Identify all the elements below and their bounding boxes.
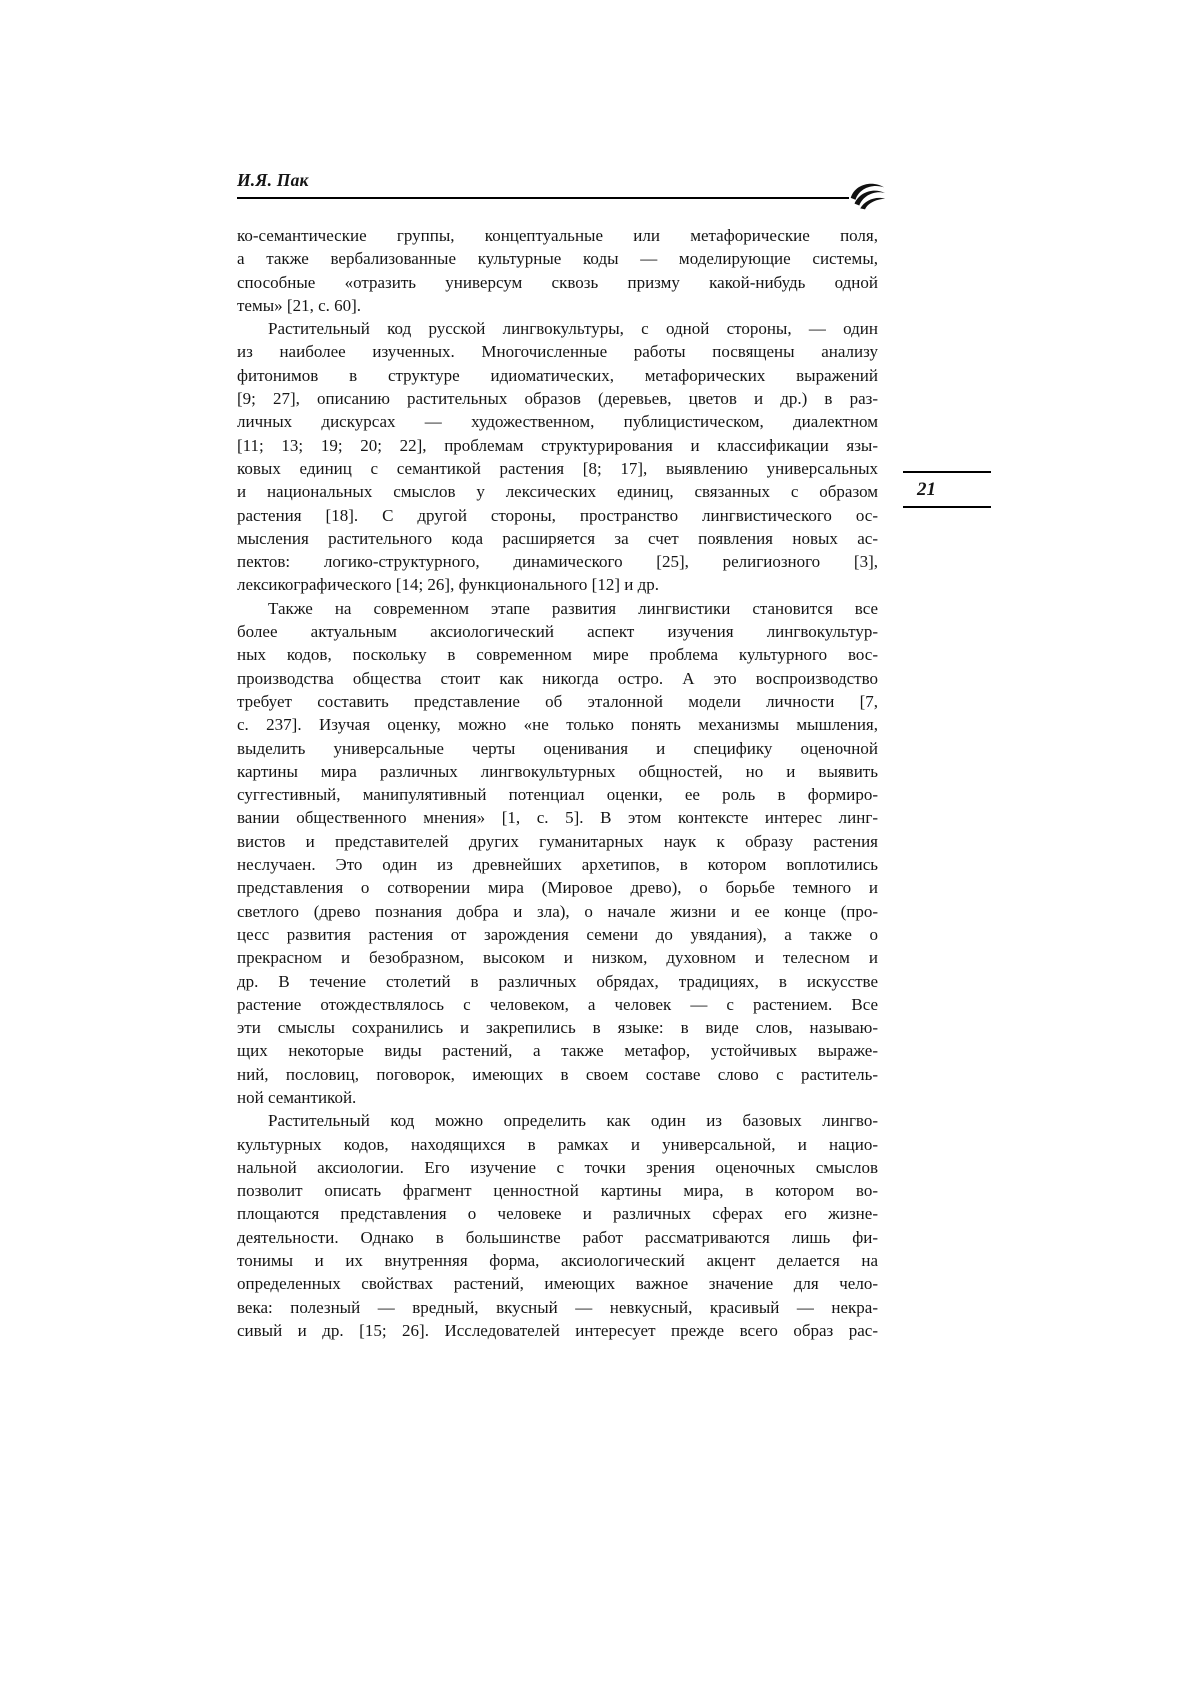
text-line: [9; 27], описанию растительных образов (деревьев, цветов и др.) в раз- (237, 389, 878, 409)
text-line: цесс развития растения от зарождения семени до увядания), а также о (237, 924, 878, 944)
text-line: фитонимов в структуре идиоматических, метафорических выражений (237, 365, 878, 385)
publisher-logo-icon (845, 178, 887, 212)
text-line: др. В течение столетий в различных обрядах, традициях, в искусстве (237, 971, 878, 991)
text-line: из наиболее изученных. Многочисленные работы посвящены анализу (237, 342, 878, 362)
body-text (237, 224, 878, 1342)
text-line: картины мира различных лингвокультурных общностей, но и выявить (237, 761, 878, 781)
text-line: светлого (древо познания добра и зла), о начале жизни и ее конце (про- (237, 901, 878, 921)
paragraph (237, 1109, 878, 1342)
text-line: деятельности. Однако в большинстве работ рассматриваются лишь фи- (237, 1227, 878, 1247)
text-line: и национальных смыслов у лексических единиц, связанных с образом (237, 482, 878, 502)
text-line: вистов и представителей других гуманитарных наук к образу растения (237, 831, 878, 851)
text-line: площаются представления о человеке и различных сферах его жизне- (237, 1204, 878, 1224)
text-line: века: полезный — вредный, вкусный — невкусный, красивый — некра- (237, 1297, 878, 1317)
text-line: мысления растительного кода расширяется за счет появления новых ас- (237, 528, 878, 548)
text-line: [11; 13; 19; 20; 22], проблемам структурирования и классификации язы- (237, 435, 878, 455)
text-line: Растительный код русской лингвокультуры, с одной стороны, — один (268, 319, 878, 339)
text-line: ний, пословиц, поговорок, имеющих в своем составе слово с раститель- (237, 1064, 878, 1084)
text-line: щих некоторые виды растений, а также метафор, устойчивых выраже- (237, 1041, 878, 1061)
text-line: нальной аксиологии. Его изучение с точки зрения оценочных смыслов (237, 1157, 878, 1177)
text-line: темы» [21, с. 60]. (237, 295, 362, 315)
text-line: представления о сотворении мира (Мировое древо), о борьбе темного и (237, 878, 878, 898)
text-line: способные «отразить универсум сквозь призму какой-нибудь одной (237, 272, 878, 292)
text-line: лексикографического [14; 26], функционального [12] и др. (237, 575, 659, 595)
paragraph (237, 224, 878, 317)
text-line: позволит описать фрагмент ценностной картины мира, в котором во- (237, 1181, 878, 1201)
page-number: 21 (917, 479, 936, 500)
text-line: ковых единиц с семантикой растения [8; 17], выявлению универсальных (237, 458, 878, 478)
text-line: а также вербализованные культурные коды — моделирующие системы, (237, 249, 878, 269)
text-line: сивый и др. [15; 26]. Исследователей интересует прежде всего образ рас- (237, 1320, 878, 1340)
margin-page-number-block (903, 471, 991, 508)
text-line: ных кодов, поскольку в современном мире проблема культурного вос- (237, 645, 878, 665)
text-line: суггестивный, манипулятивный потенциал оценки, ее роль в формиро- (237, 785, 878, 805)
text-line: выделить универсальные черты оценивания и специфику оценочной (237, 738, 878, 758)
text-line: с. 237]. Изучая оценку, можно «не только понять механизмы мышления, (237, 715, 878, 735)
paragraph (237, 597, 878, 1110)
text-line: вании общественного мнения» [1, с. 5]. В этом контексте интерес линг- (237, 808, 878, 828)
text-line: растения [18]. С другой стороны, пространство лингвистического ос- (237, 505, 878, 525)
header-rule (237, 197, 849, 199)
text-line: Также на современном этапе развития лингвистики становится все (268, 598, 878, 618)
text-line: Растительный код можно определить как один из базовых лингво- (268, 1111, 878, 1131)
text-line: прекрасном и безобразном, высоком и низком, духовном и телесном и (237, 948, 878, 968)
text-line: ной семантикой. (237, 1087, 357, 1107)
text-line: ко-семантические группы, концептуальные или метафорические поля, (237, 226, 878, 245)
text-line: требует составить представление об эталонной модели личности [7, (237, 691, 878, 711)
text-line: пектов: логико-структурного, динамического [25], религиозного [3], (237, 552, 878, 572)
text-line: производства общества стоит как никогда остро. А это воспроизводство (237, 668, 878, 688)
text-line: определенных свойствах растений, имеющих важное значение для чело- (237, 1274, 878, 1294)
text-line: неслучаен. Это один из древнейших архетипов, в котором воплотились (237, 855, 878, 875)
text-line: личных дискурсах — художественном, публицистическом, диалектном (237, 412, 878, 432)
text-line: более актуальным аксиологический аспект изучения лингвокультур- (237, 622, 878, 642)
running-head-author: И.Я. Пак (237, 170, 309, 190)
text-line: растение отождествлялось с человеком, а человек — с растением. Все (237, 994, 878, 1014)
paragraph (237, 317, 878, 597)
text-line: тонимы и их внутренняя форма, аксиологический акцент делается на (237, 1251, 878, 1271)
text-line: культурных кодов, находящихся в рамках и универсальной, и нацио- (237, 1134, 878, 1154)
text-line: эти смыслы сохранились и закрепились в языке: в виде слов, называю- (237, 1018, 878, 1038)
page-number-rule-bottom (903, 506, 991, 508)
